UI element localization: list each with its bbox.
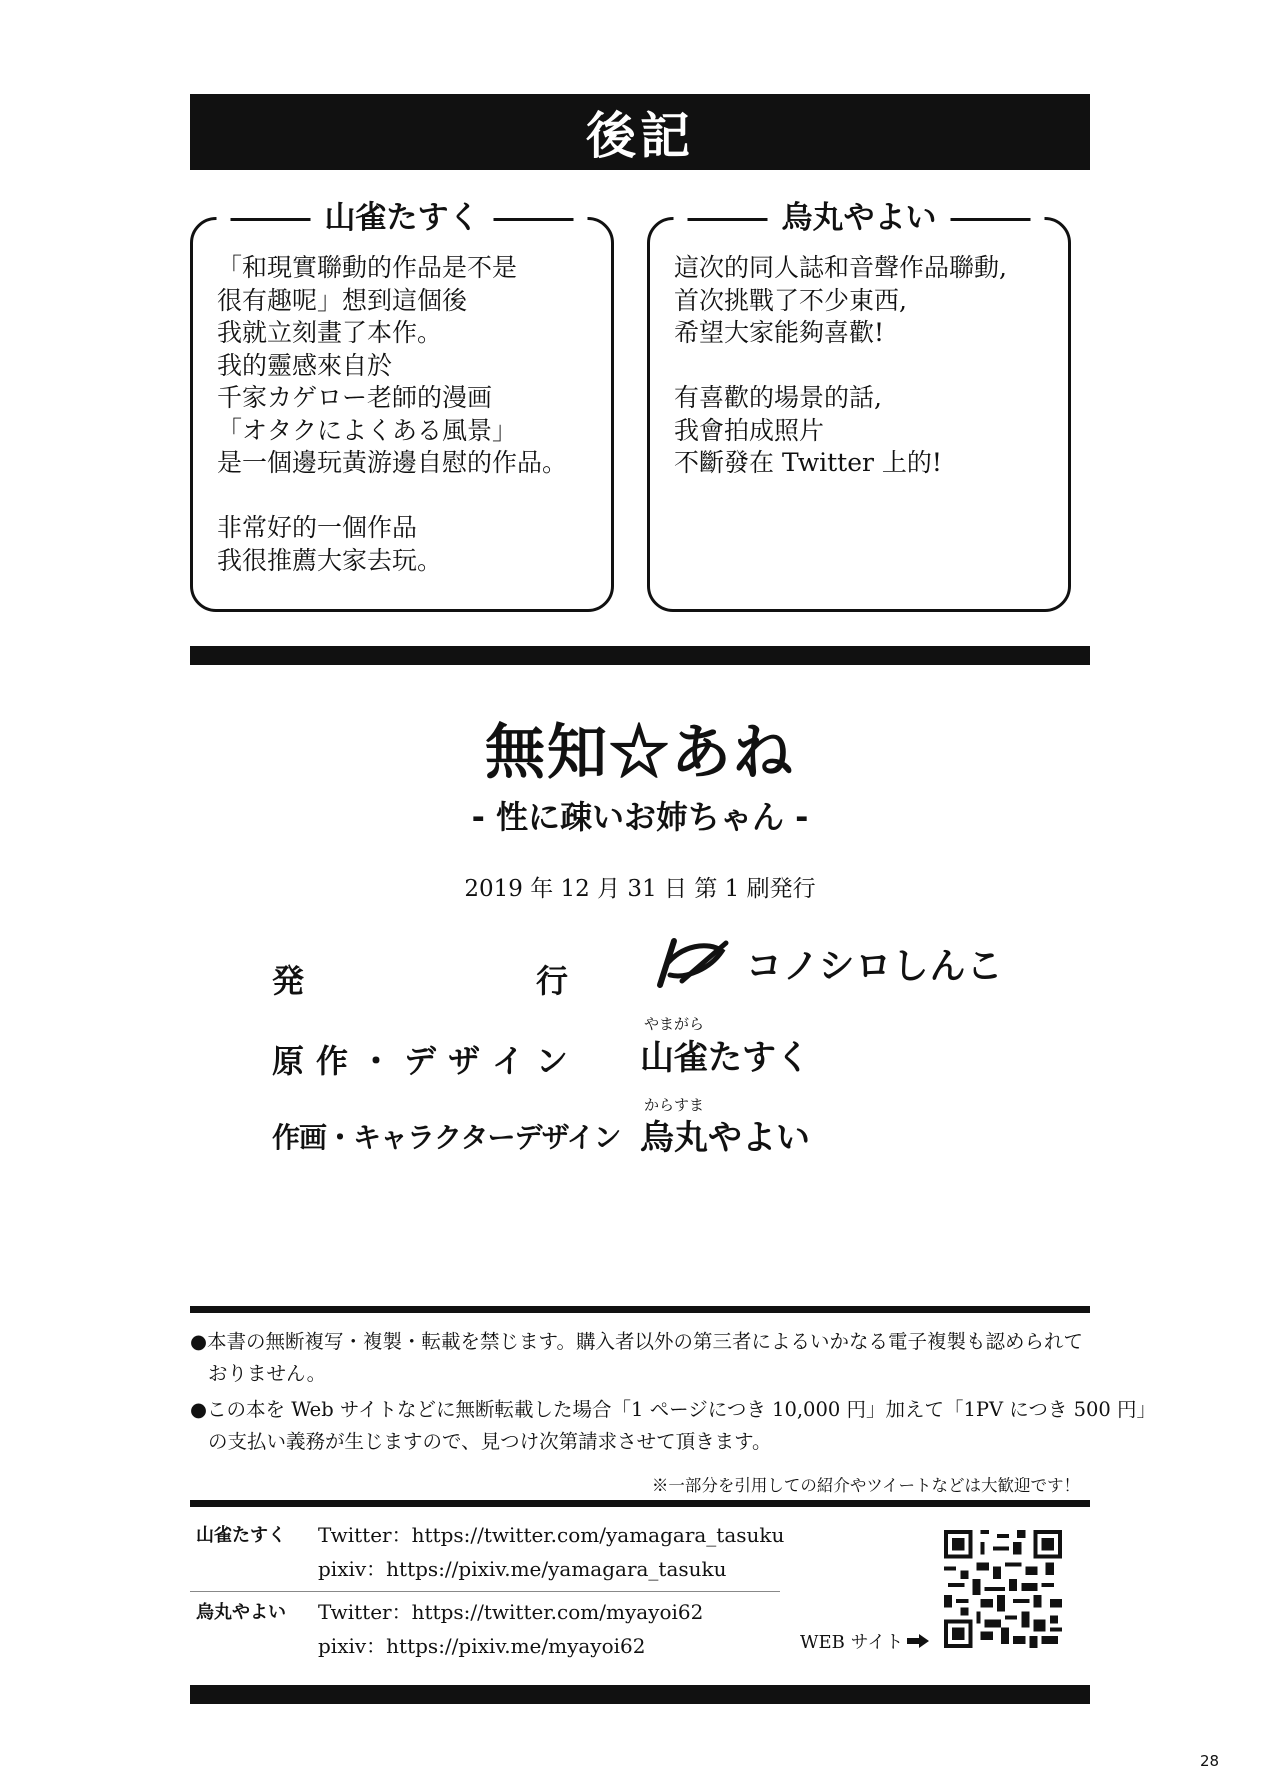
publisher-label-char: 行 (535, 962, 568, 1000)
quote-note: ※一部分を引用しての紹介やツイートなどは大歓迎です！ (651, 1476, 1080, 1495)
author-name-right-rule-l (688, 218, 768, 221)
comment-line: 這次的同人誌和音聲作品聯動, (674, 253, 1007, 282)
comment-line: 首次挑戰了不少東西, (674, 285, 907, 315)
links-rule-bottom (190, 1685, 1090, 1704)
afterword-title-bar (190, 94, 1090, 170)
pixiv-link[interactable]: pixiv：https://pixiv.me/myayoi62 (318, 1634, 646, 1658)
notice-line: おりません。 (208, 1362, 327, 1385)
comment-line: 是一個邊玩黃游邊自慰的作品。 (217, 448, 568, 477)
links-rule-top (190, 1500, 1090, 1507)
design-credit-value: 山雀たすく (640, 1038, 810, 1078)
author-name-left-rule-r (494, 218, 574, 221)
comment-line: 「オタクによくある風景」 (217, 415, 518, 445)
publisher-label-char: 発 (272, 962, 305, 1000)
author-comment-right (674, 252, 1052, 480)
design-label-char: ・ (359, 1042, 392, 1080)
pixiv-link[interactable]: pixiv：https://pixiv.me/yamagara_tasuku (318, 1557, 727, 1581)
author-links (190, 1515, 785, 1668)
art-credit-ruby: からすま (644, 1096, 705, 1114)
design-label-char: デ (403, 1042, 436, 1080)
notice-rule-top (190, 1306, 1090, 1313)
publisher-name: コノシロしんこ (746, 945, 1004, 987)
notice-line: の支払い義務が生じますので、見つけ次第請求させて頂きます。 (208, 1430, 772, 1453)
publisher-label (272, 956, 568, 1002)
section-divider (190, 646, 1090, 665)
comment-line: 不斷發在 Twitter 上的! (674, 448, 942, 477)
author-name-right-rule-r (951, 218, 1031, 221)
comment-line: 有喜歡的場景的話, (674, 383, 882, 412)
book-subtitle: - 性に疎いお姉ちゃん - (471, 798, 809, 836)
comment-line: 我很推薦大家去玩。 (217, 545, 443, 575)
design-label-char: イ (491, 1042, 524, 1080)
afterword-title: 後記 (586, 107, 694, 165)
link-author-name: 烏丸やよい (196, 1602, 286, 1623)
twitter-link[interactable]: Twitter：https://twitter.com/myayoi62 (318, 1600, 704, 1624)
comment-line: 千家カゲロー老師的漫画 (217, 383, 493, 412)
author-link-row (190, 1592, 780, 1668)
design-label-char: 原 (272, 1042, 305, 1080)
comment-line: 我的靈感來自於 (217, 350, 393, 380)
author-link-row (190, 1515, 785, 1592)
publisher-logo-icon (652, 935, 732, 991)
design-label-char: ザ (447, 1042, 480, 1080)
design-label-char: ン (535, 1042, 568, 1080)
qr-code-icon[interactable] (944, 1530, 1062, 1648)
copyright-notice (190, 1326, 1157, 1458)
author-name-left-rule-l (231, 218, 311, 221)
author-name-right-text: 烏丸やよい (781, 200, 937, 236)
publication-date: 2019 年 12 月 31 日 第 1 刷発行 (464, 876, 816, 902)
author-name-right (674, 198, 1045, 238)
art-credit-value: 烏丸やよい (640, 1118, 810, 1158)
design-label-char: 作 (315, 1042, 348, 1080)
publisher-logo (652, 935, 1004, 991)
page-number: 28 (1200, 1752, 1220, 1770)
twitter-link[interactable]: Twitter：https://twitter.com/yamagara_tasuku (318, 1523, 785, 1547)
comment-line: 非常好的一個作品 (217, 513, 418, 542)
comment-line: 「和現實聯動的作品是不是 (217, 253, 518, 282)
design-credit-label (272, 1036, 568, 1082)
design-credit-ruby: やまがら (644, 1015, 705, 1033)
art-credit-label: 作画・キャラクターデザイン (272, 1121, 621, 1154)
web-site-label (800, 1628, 929, 1654)
author-name-left-text: 山雀たすく (324, 200, 480, 236)
comment-line (674, 350, 1052, 383)
author-comment-left (217, 252, 595, 577)
book-title: 無知☆あね (485, 718, 795, 788)
comment-line: 我就立刻畫了本作。 (217, 318, 443, 347)
notice-line: ●本書の無断複写・複製・転載を禁じます。購入者以外の第三者によるいかなる電子複製も認められて (190, 1330, 1083, 1353)
author-comment-box-left (190, 200, 614, 612)
notice-line: ●この本を Web サイトなどに無断転載した場合「1 ページにつき 10,000 円」加えて「1PV につき 500 円」 (190, 1398, 1157, 1421)
link-author-name: 山雀たすく (196, 1525, 286, 1546)
comment-line (217, 480, 595, 513)
comment-line: 我會拍成照片 (674, 415, 825, 445)
author-name-left (217, 198, 588, 238)
comment-line: 希望大家能夠喜歡! (674, 318, 885, 347)
arrow-right-icon (907, 1634, 929, 1648)
author-comment-box-right (647, 200, 1071, 612)
comment-line: 很有趣呢」想到這個後 (217, 285, 468, 315)
web-site-text: WEB サイト (800, 1632, 904, 1653)
